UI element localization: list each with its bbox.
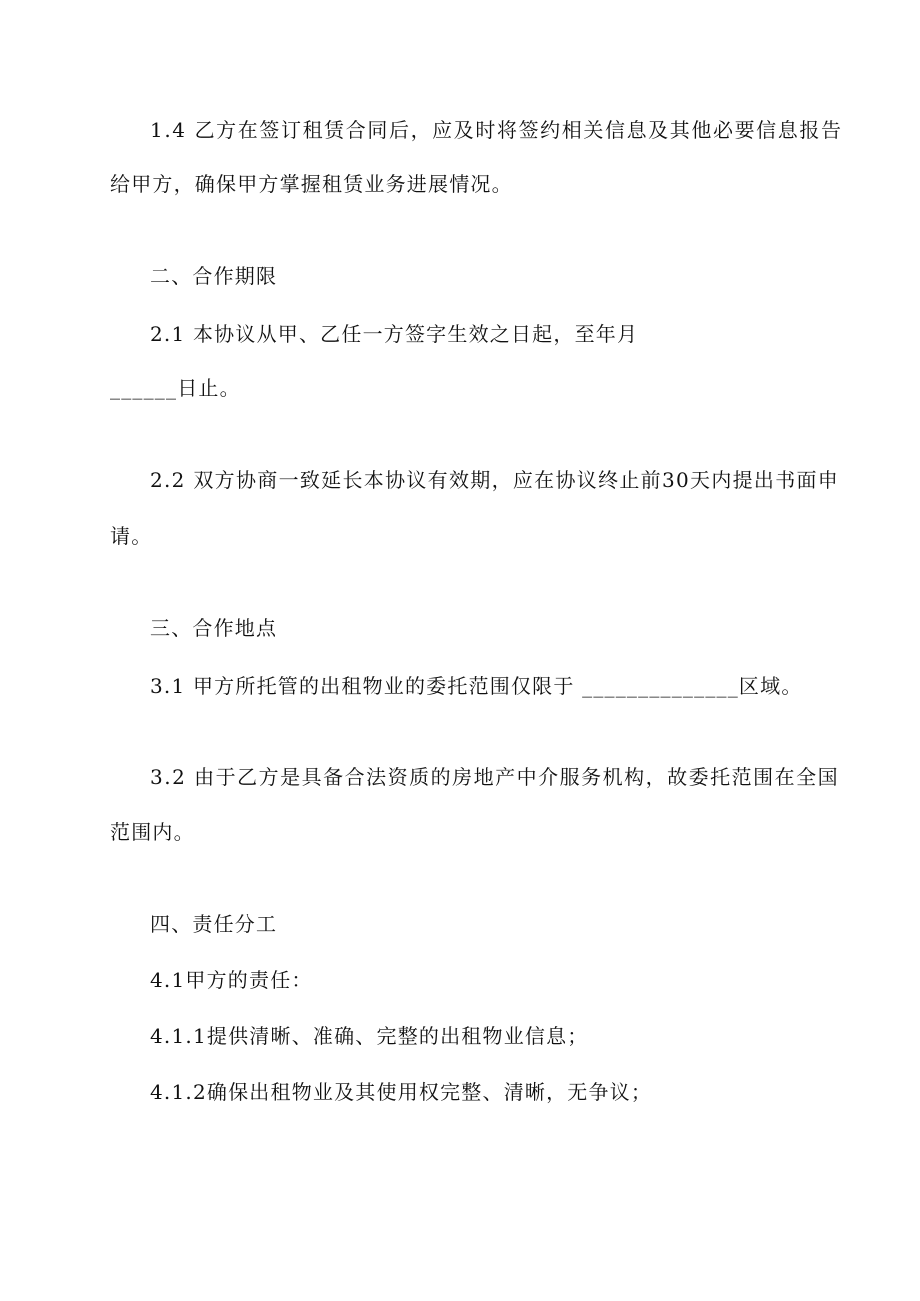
- clause-2-2-line-1: 2.2 双方协商一致延长本协议有效期，应在协议终止前30天内提出书面申: [150, 468, 840, 492]
- clause-4-1-2: 4.1.2确保出租物业及其使用权完整、清晰，无争议；: [150, 1080, 653, 1104]
- section-heading-duties: 四、责任分工: [150, 912, 278, 936]
- clause-2-1-line-1: 2.1 本协议从甲、乙任一方签字生效之日起，至年月: [150, 322, 639, 346]
- clause-3-1: 3.1 甲方所托管的出租物业的委托范围仅限于 ______________区域。: [150, 674, 803, 698]
- clause-2-2-line-2: 请。: [110, 524, 153, 548]
- section-heading-term: 二、合作期限: [150, 264, 278, 288]
- clause-1-4-line-1: 1.4 乙方在签订租赁合同后，应及时将签约相关信息及其他必要信息报告: [150, 118, 843, 142]
- clause-4-1: 4.1甲方的责任：: [150, 968, 313, 992]
- clause-3-2-line-2: 范围内。: [110, 820, 195, 844]
- clause-4-1-1: 4.1.1提供清晰、准确、完整的出租物业信息；: [150, 1024, 589, 1048]
- section-heading-location: 三、合作地点: [150, 616, 278, 640]
- clause-2-1-line-2: ______日止。: [110, 376, 241, 400]
- clause-1-4-line-2: 给甲方，确保甲方掌握租赁业务进展情况。: [110, 172, 513, 196]
- clause-3-2-line-1: 3.2 由于乙方是具备合法资质的房地产中介服务机构，故委托范围在全国: [150, 765, 840, 789]
